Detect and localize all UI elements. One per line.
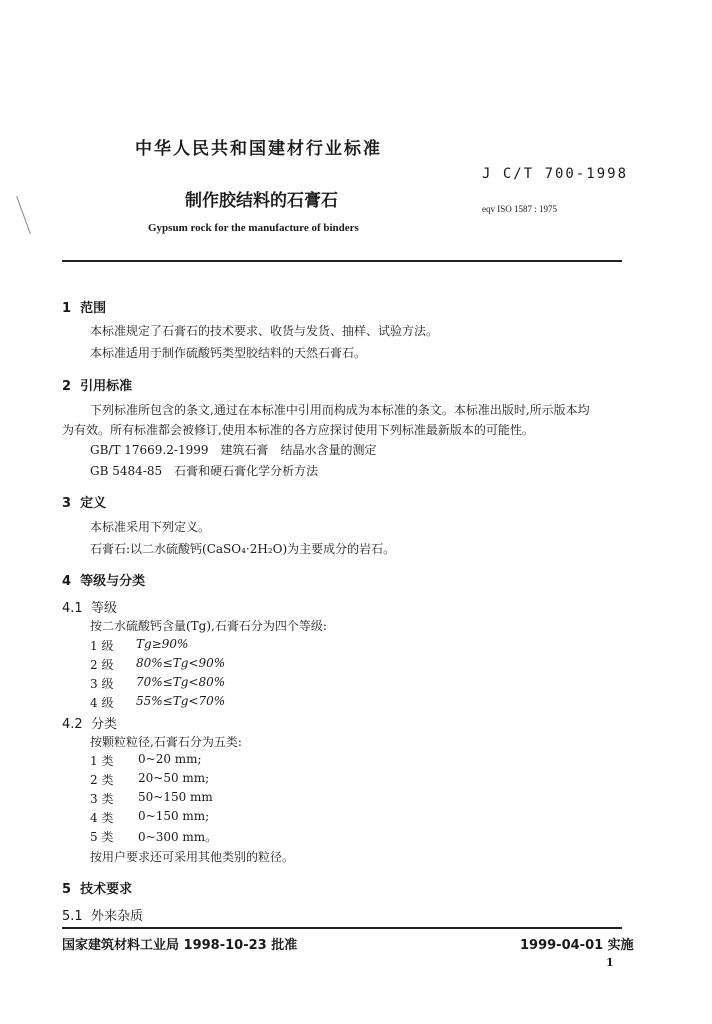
- grade-label: 3 级: [90, 677, 114, 691]
- class-size: 50~150 mm: [138, 790, 213, 804]
- section-number: 1: [62, 301, 72, 316]
- class-size: 20~50 mm;: [138, 771, 210, 785]
- class-label: 5 类: [90, 830, 114, 844]
- subsection-4-1-heading: [62, 597, 117, 616]
- grade-range: 70%≤Tg<80%: [136, 675, 226, 689]
- section-1-heading: [62, 297, 106, 316]
- section-2-heading: [62, 375, 132, 394]
- section-number: 5: [62, 882, 72, 897]
- subsection-5-1-heading: [62, 905, 143, 924]
- grade-range: Tg≥90%: [136, 637, 189, 651]
- paragraph: 本标准采用下列定义。: [90, 520, 211, 534]
- paragraph: 按二水硫酸钙含量(Tg),石膏石分为四个等级:: [90, 619, 327, 633]
- subsection-title: 等级: [90, 601, 117, 616]
- paragraph: 石膏石:以二水硫酸钙(CaSO₄·2H₂O)为主要成分的岩石。: [90, 542, 396, 556]
- grade-label: 2 级: [90, 658, 114, 672]
- subsection-4-2-heading: [62, 713, 117, 732]
- document-title-cn: 制作胶结料的石膏石: [185, 191, 338, 211]
- paragraph-continuation: 为有效。所有标准都会被修订,使用本标准的各方应探讨使用下列标准最新版本的可能性。: [62, 423, 534, 437]
- class-size: 0~150 mm;: [138, 809, 210, 823]
- grade-range: 55%≤Tg<70%: [136, 694, 226, 708]
- section-3-heading: [62, 492, 106, 511]
- subsection-title: 外来杂质: [90, 909, 143, 924]
- section-title: 范围: [80, 301, 107, 316]
- standard-code: J C/T 700-1998: [482, 166, 629, 182]
- class-label: 1 类: [90, 754, 114, 768]
- issuing-org-title: 中华人民共和国建材行业标准: [135, 139, 382, 159]
- equivalent-standard: eqv ISO 1587 : 1975: [482, 204, 557, 214]
- section-title: 引用标准: [80, 379, 133, 394]
- subsection-number: 4.2: [62, 717, 83, 732]
- section-4-heading: [62, 570, 145, 589]
- reference-item: GB/T 17669.2-1999 建筑石膏 结晶水含量的测定: [90, 443, 377, 457]
- class-size: 0~20 mm;: [138, 752, 202, 766]
- section-number: 4: [62, 574, 72, 589]
- grade-label: 4 级: [90, 696, 114, 710]
- grade-range: 80%≤Tg<90%: [136, 656, 226, 670]
- page-number: 1: [606, 956, 614, 969]
- class-label: 2 类: [90, 773, 114, 787]
- class-label: 4 类: [90, 811, 114, 825]
- paragraph: 本标准适用于制作硫酸钙类型胶结料的天然石膏石。: [90, 346, 367, 360]
- effective-date: 1999-04-01 实施: [520, 938, 634, 953]
- header-rule: [62, 260, 622, 262]
- reference-item: GB 5484-85 石膏和硬石膏化学分析方法: [90, 464, 319, 478]
- section-title: 技术要求: [80, 882, 133, 897]
- class-label: 3 类: [90, 792, 114, 806]
- subsection-number: 4.1: [62, 601, 83, 616]
- subsection-number: 5.1: [62, 909, 83, 924]
- section-title: 定义: [80, 496, 107, 511]
- paragraph: 按用户要求还可采用其他类别的粒径。: [90, 850, 295, 864]
- scan-artifact-mark: [16, 196, 31, 234]
- class-size: 0~300 mm。: [138, 830, 218, 844]
- paragraph: 按颗粒粒径,石膏石分为五类:: [90, 735, 242, 749]
- section-title: 等级与分类: [80, 574, 146, 589]
- grade-label: 1 级: [90, 639, 114, 653]
- section-5-heading: [62, 878, 132, 897]
- approval-line: 国家建筑材料工业局 1998-10-23 批准: [62, 938, 298, 953]
- document-title-en: Gypsum rock for the manufacture of binders: [148, 222, 359, 234]
- section-number: 3: [62, 496, 72, 511]
- section-number: 2: [62, 379, 72, 394]
- footer-rule: [62, 927, 622, 929]
- subsection-title: 分类: [90, 717, 117, 732]
- paragraph: 下列标准所包含的条文,通过在本标准中引用而构成为本标准的条文。本标准出版时,所示版本均: [90, 403, 590, 417]
- paragraph: 本标准规定了石膏石的技术要求、收货与发货、抽样、试验方法。: [90, 324, 439, 338]
